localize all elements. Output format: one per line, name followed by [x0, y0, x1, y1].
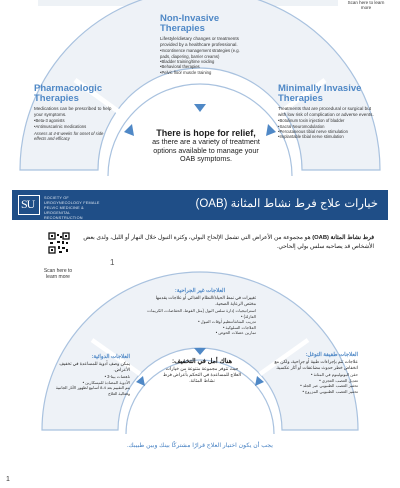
minimally-invasive-list — [268, 372, 358, 394]
pharmacologic-note: يتم التقييم بعد 4-8 أسابيع لظهور الآثار الجانبية وفعالية العلاج — [55, 385, 130, 396]
non-invasive-card — [160, 14, 250, 75]
non-invasive-card — [144, 288, 256, 336]
list-item: • Implantable tibial nerve stimulation — [278, 134, 374, 139]
non-invasive-list — [144, 308, 256, 336]
list-item: تحفيز العصب الظنبوبي المزروع • — [268, 389, 358, 395]
pharmacologic-list — [52, 374, 130, 385]
footer-note: يجب أن يكون اختيار العلاج قرارًا مشتركًا بينك وبين طبيبك. — [127, 442, 273, 449]
list-item: • Behavioral therapies — [160, 64, 250, 69]
list-item: • Percutaneous tibial nerve stimulation — [278, 129, 374, 134]
list-item: تحفيز العصب الظنبوبي عبر الجلد • — [268, 383, 358, 389]
minimally-invasive-title: العلاجات طفيفة التوغل: — [305, 352, 358, 358]
minimally-invasive-card — [278, 84, 374, 140]
minimally-invasive-card — [268, 352, 358, 394]
list-item: • Pelvic floor muscle training — [160, 70, 250, 75]
list-item: حقن البوتولينوم في المثانة • — [268, 372, 358, 378]
pharmacologic-title: العلاجات الدوائية: — [91, 354, 130, 360]
list-item: الأدوية المضادة للمسكارين • — [52, 380, 130, 386]
list-item: • Antimuscarinic medications — [34, 124, 112, 129]
hope-title: There is hope for relief, — [156, 128, 256, 138]
list-item: • Incontinence management strategies (e.g. pads, diapering, barrier creams) — [160, 48, 250, 59]
non-invasive-list — [160, 48, 250, 75]
non-invasive-desc: Lifestyle/dietary changes or treatments provided by a healthcare professional. — [160, 36, 239, 47]
hope-title: هناك أمل في التخفيف: — [172, 358, 232, 365]
intro-text: هو مجموعة من الأعراض التي تشمل الإلحاح البولي، وكثرة التبول خلال النهار أو الليل، ولدى بعض الأشخاص قد يصاحبه سلس بولي إلحاحي. — [83, 235, 374, 250]
arabic-page — [12, 190, 388, 472]
non-invasive-desc: تغييرات في نمط الحياة/النظام الغذائي أو علاجات يقدمها مختص الرعاية الصحية. — [155, 295, 256, 306]
arrow-top — [194, 348, 206, 355]
non-invasive-title: Non-Invasive Therapies — [160, 13, 220, 34]
page-number: 1 — [6, 476, 10, 483]
english-page — [12, 0, 388, 176]
list-item: تدريب المثانة/تنظيم أوقات التبول • — [144, 319, 256, 325]
list-item: • Botulinum toxin injection of bladder — [278, 118, 374, 123]
non-invasive-title: العلاجات غير الجراحية: — [174, 288, 226, 294]
scan-caption: Scan here to learn more — [347, 0, 385, 10]
list-item: استراتيجيات إدارة سلس البول (مثل الفوط، الحفاضات، الكريمات العازلة) • — [144, 308, 256, 319]
pharmacologic-desc: Medications can be prescribed to help your symptoms. — [34, 106, 112, 117]
list-item: • Bladder training/time voiding — [160, 59, 250, 64]
list-item: تمارين عضلات الحوض • — [144, 330, 256, 336]
intro-term: فرط نشاط المثانة (OAB) — [312, 235, 374, 241]
pharmacologic-title: Pharmacologic Therapies — [34, 83, 103, 104]
pharmacologic-list — [34, 118, 112, 129]
pharmacologic-card — [34, 84, 112, 141]
society-name: SOCIETY OF UROGYNECOLOGY FEMALE PELVIC MEDICINE & UROGENITAL RECONSTRUCTION — [44, 196, 100, 220]
hope-body: as there are a variety of treatment options available to manage your OAB symptoms. — [152, 137, 260, 164]
pharmacologic-card — [52, 354, 130, 396]
list-item: تعديل العصب العجزي • — [268, 378, 358, 384]
list-item: • Sacral Neuromodulation — [278, 124, 374, 129]
scan-caption: Scan here to learn more — [43, 268, 73, 280]
minimally-invasive-desc: Treatments that are procedural or surgical but with low risk of complication or adverse events. — [278, 106, 374, 117]
logo-mark: SU — [21, 197, 35, 211]
page-title: خيارات علاج فرط نشاط المثانة (OAB) — [195, 198, 378, 210]
list-item: • Beta-3 agonists — [34, 118, 112, 123]
pharmacologic-desc: يمكن وصف أدوية للمساعدة في تخفيف الأعراض. — [59, 361, 130, 372]
list-item: ناهضات بيتا-3 • — [52, 374, 130, 380]
minimally-invasive-desc: علاجات تتم بإجراءات طبية أو جراحية، ولكن مع انخفاض خطر حدوث مضاعفات أو آثار عكسية. — [274, 359, 358, 370]
minimally-invasive-title: Minimally Invasive Therapies — [278, 83, 362, 104]
cursor-marker: 1 — [110, 258, 115, 267]
hope-body: حيث تتوفر مجموعة متنوعة من خيارات العلاج للمساعدة في التحكم بأعراض فرط نشاط المثانة. — [162, 366, 242, 384]
pharmacologic-note: Assess at 4-8 weeks for onset of side effects and efficacy — [34, 131, 104, 141]
hope-message — [162, 358, 242, 385]
list-item: العلاجات السلوكية • — [144, 325, 256, 331]
minimally-invasive-list — [278, 118, 374, 140]
hope-message — [150, 128, 262, 164]
